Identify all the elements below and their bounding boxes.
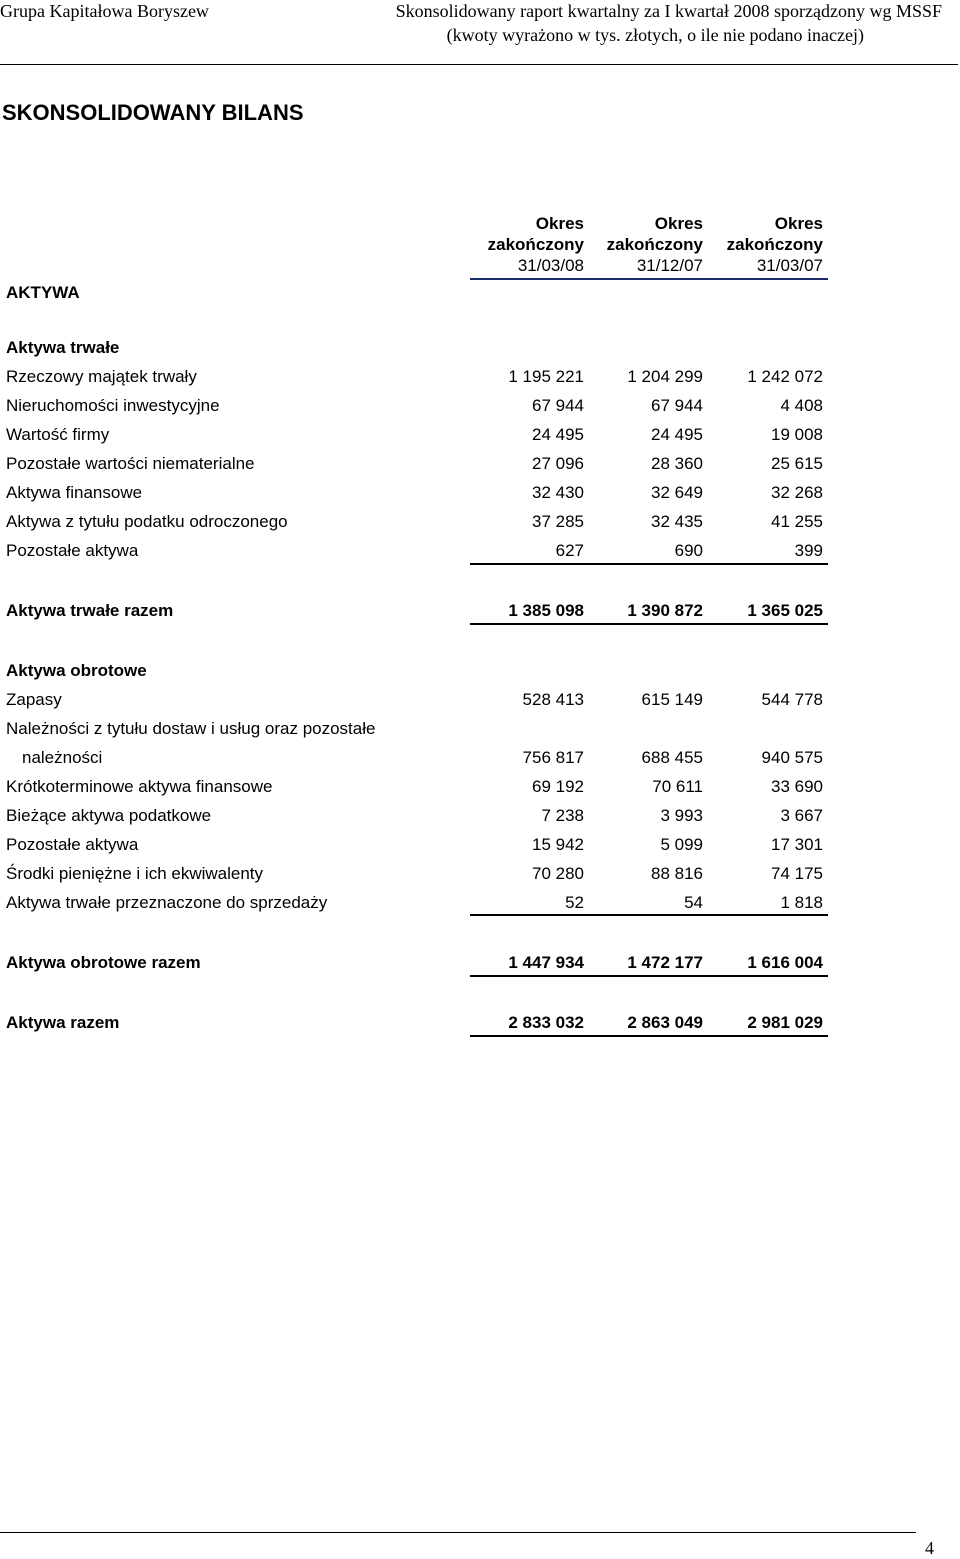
subtotal-rule — [470, 914, 828, 916]
row-value: 1 204 299 — [627, 367, 703, 386]
row-value: 690 — [674, 541, 703, 560]
column-header-2 — [583, 213, 703, 276]
row-label: Krótkoterminowe aktywa finansowe — [6, 777, 273, 796]
row-label: Należności z tytułu dostaw i usług oraz pozostałe — [6, 719, 376, 738]
row-value: 41 255 — [771, 512, 823, 531]
grand-total-row — [0, 1009, 960, 1038]
table-row — [0, 537, 960, 566]
table-row — [0, 363, 960, 392]
row-value: 4 408 — [780, 396, 823, 415]
table-row — [0, 479, 960, 508]
table-row — [0, 450, 960, 479]
column-header-3-line1: Okres — [774, 214, 823, 233]
row-value: 3 667 — [780, 806, 823, 825]
table-row — [0, 860, 960, 889]
total-rule — [470, 975, 828, 977]
row-label: Pozostałe aktywa — [6, 541, 139, 560]
column-header-2-line2: zakończony — [606, 235, 703, 254]
column-header-3-date: 31/03/07 — [756, 256, 823, 275]
row-label: Rzeczowy majątek trwały — [6, 367, 197, 386]
row-label: Środki pieniężne i ich ekwiwalenty — [6, 864, 264, 883]
row-value: 7 238 — [541, 806, 584, 825]
subtotal-rule — [470, 563, 828, 565]
row-value: 32 268 — [771, 483, 823, 502]
table-row — [0, 715, 960, 744]
row-value: 52 — [565, 893, 584, 912]
row-value: 19 008 — [771, 425, 823, 444]
fixed-assets-heading: Aktywa trwałe — [6, 338, 120, 357]
report-title: Skonsolidowany raport kwartalny za I kwartał 2008 sporządzony wg MSSF — [395, 1, 942, 21]
row-value: 1 242 072 — [747, 367, 823, 386]
column-header-1-line2: zakończony — [487, 235, 584, 254]
row-label: Aktywa obrotowe razem — [6, 953, 201, 972]
column-header-1 — [464, 213, 584, 276]
row-value: 528 413 — [522, 690, 584, 709]
row-value: 88 816 — [651, 864, 703, 883]
units-note: (kwoty wyrażono w tys. złotych, o ile nie podano inaczej) — [446, 25, 864, 45]
row-label-continuation: należności — [22, 748, 103, 767]
document-title: SKONSOLIDOWANY BILANS — [2, 100, 304, 125]
row-label: Aktywa razem — [6, 1013, 120, 1032]
row-label: Nieruchomości inwestycyjne — [6, 396, 220, 415]
row-value: 67 944 — [532, 396, 584, 415]
row-value: 399 — [794, 541, 823, 560]
fixed-assets-total-row — [0, 597, 960, 626]
row-value: 1 472 177 — [627, 953, 703, 972]
row-value: 15 942 — [532, 835, 584, 854]
row-value: 27 096 — [532, 454, 584, 473]
row-value: 24 495 — [532, 425, 584, 444]
row-label: Aktywa trwałe razem — [6, 601, 174, 620]
table-row — [0, 421, 960, 450]
row-value: 33 690 — [771, 777, 823, 796]
grand-total-rule — [470, 1035, 828, 1037]
footer-rule — [0, 1532, 916, 1533]
table-row — [0, 508, 960, 537]
table-row — [0, 686, 960, 715]
column-header-3-line2: zakończony — [726, 235, 823, 254]
row-value: 1 385 098 — [508, 601, 584, 620]
company-name: Grupa Kapitałowa Boryszew — [0, 1, 209, 21]
row-value: 2 863 049 — [627, 1013, 703, 1032]
row-value: 1 390 872 — [627, 601, 703, 620]
page-number: 4 — [925, 1538, 934, 1558]
row-value: 2 981 029 — [747, 1013, 823, 1032]
table-row — [0, 802, 960, 831]
table-row — [0, 831, 960, 860]
row-value: 1 195 221 — [508, 367, 584, 386]
row-value: 615 149 — [641, 690, 703, 709]
row-value: 1 447 934 — [508, 953, 584, 972]
row-label: Aktywa trwałe przeznaczone do sprzedaży — [6, 893, 328, 912]
row-value: 74 175 — [771, 864, 823, 883]
row-value: 24 495 — [651, 425, 703, 444]
row-value: 5 099 — [660, 835, 703, 854]
header-rule — [0, 64, 958, 65]
total-rule — [470, 623, 828, 625]
column-header-3 — [703, 213, 823, 276]
row-value: 940 575 — [761, 748, 823, 767]
row-value: 32 435 — [651, 512, 703, 531]
row-value: 1 365 025 — [747, 601, 823, 620]
column-header-1-date: 31/03/08 — [517, 256, 584, 275]
row-value: 28 360 — [651, 454, 703, 473]
row-label: Pozostałe wartości niematerialne — [6, 454, 255, 473]
column-header-rule — [470, 278, 828, 280]
row-value: 69 192 — [532, 777, 584, 796]
row-value: 688 455 — [641, 748, 703, 767]
row-value: 37 285 — [532, 512, 584, 531]
row-value: 70 611 — [652, 777, 703, 796]
row-value: 17 301 — [771, 835, 823, 854]
row-value: 2 833 032 — [508, 1013, 584, 1032]
row-value: 3 993 — [660, 806, 703, 825]
table-row — [0, 744, 960, 773]
row-label: Bieżące aktywa podatkowe — [6, 806, 212, 825]
row-value: 67 944 — [651, 396, 703, 415]
section-label-aktywa: AKTYWA — [6, 283, 80, 302]
row-value: 1 616 004 — [747, 953, 823, 972]
row-value: 70 280 — [532, 864, 584, 883]
column-header-2-date: 31/12/07 — [636, 256, 703, 275]
row-value: 627 — [555, 541, 584, 560]
current-assets-total-row — [0, 949, 960, 978]
row-label: Aktywa finansowe — [6, 483, 143, 502]
row-value: 32 649 — [651, 483, 703, 502]
row-label: Zapasy — [6, 690, 62, 709]
row-value: 756 817 — [522, 748, 584, 767]
page-header — [0, 0, 960, 66]
table-row — [0, 392, 960, 421]
column-header-1-line1: Okres — [535, 214, 584, 233]
row-value: 544 778 — [761, 690, 823, 709]
row-value: 1 818 — [780, 893, 823, 912]
row-label: Pozostałe aktywa — [6, 835, 139, 854]
row-label: Aktywa z tytułu podatku odroczonego — [6, 512, 288, 531]
row-label: Wartość firmy — [6, 425, 110, 444]
row-value: 32 430 — [532, 483, 584, 502]
row-value: 25 615 — [771, 454, 823, 473]
table-row — [0, 773, 960, 802]
row-value: 54 — [684, 893, 703, 912]
column-header-2-line1: Okres — [654, 214, 703, 233]
current-assets-heading: Aktywa obrotowe — [6, 661, 147, 680]
